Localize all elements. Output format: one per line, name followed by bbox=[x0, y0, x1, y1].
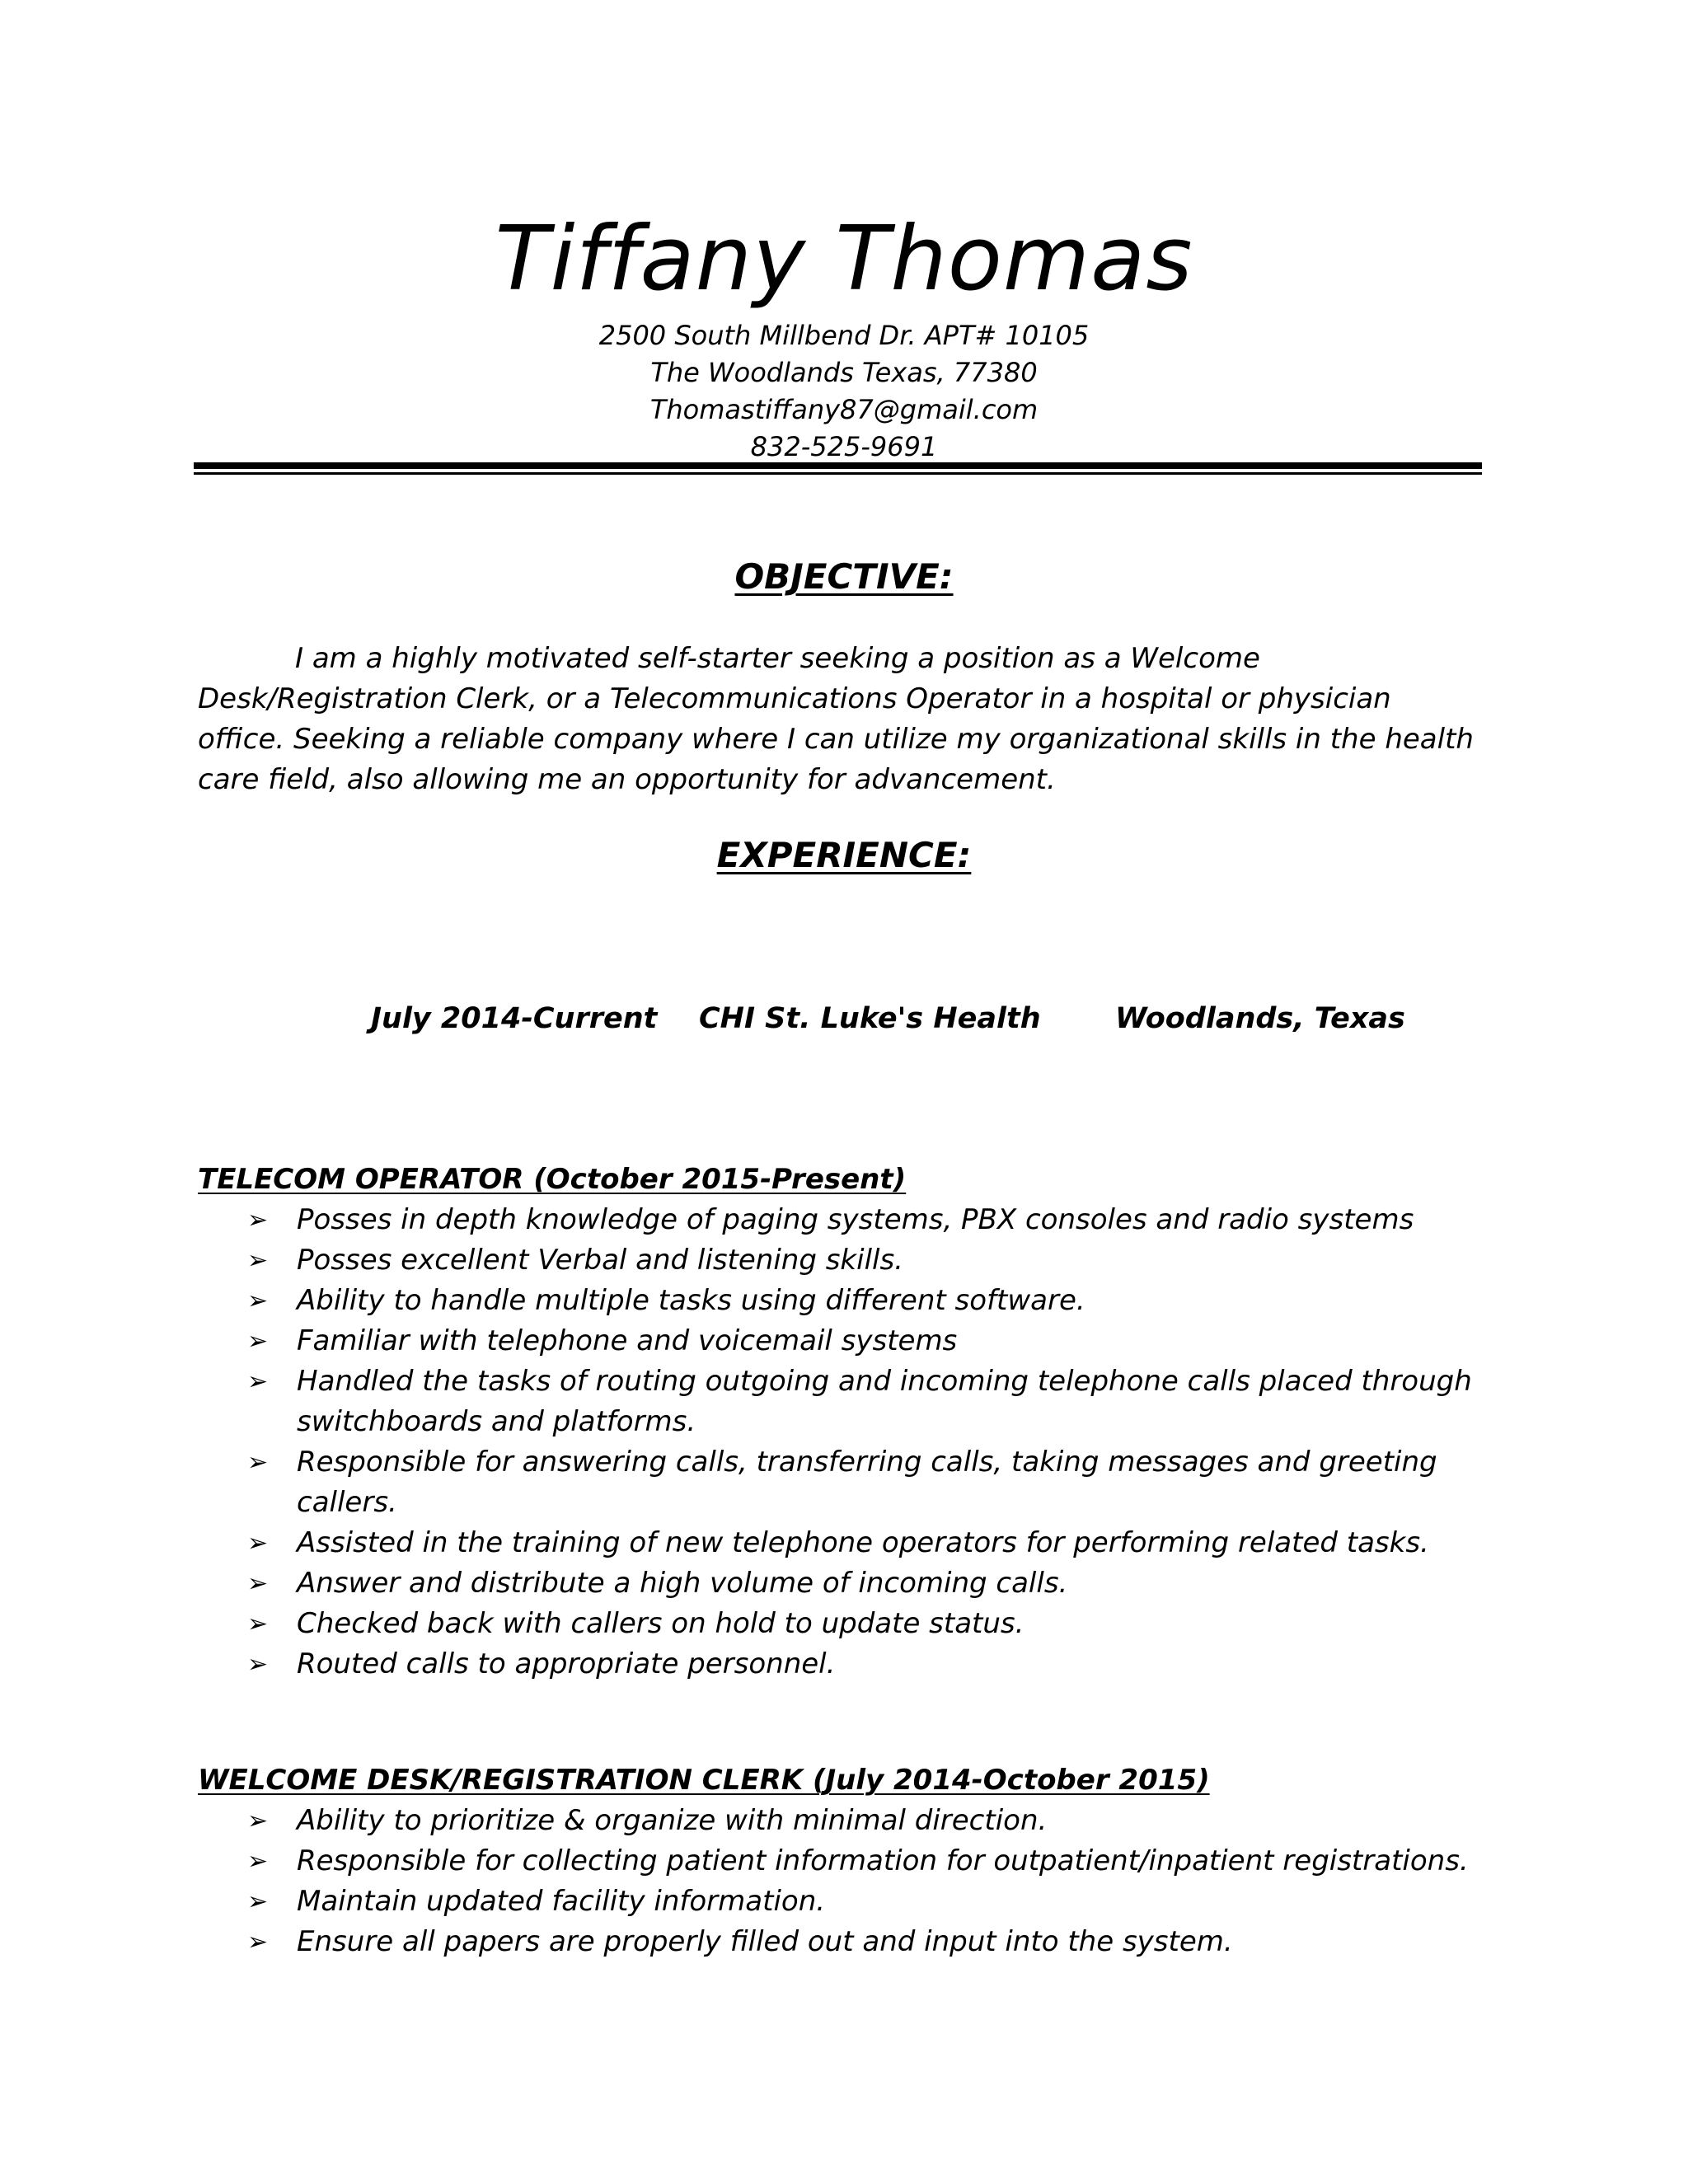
list-item: ➢ Responsible for answering calls, transferring calls, taking messages and greeting callers. bbox=[247, 1442, 1500, 1523]
job-location: Woodlands, Texas bbox=[1115, 1002, 1405, 1035]
list-item: ➢ Ability to prioritize & organize with minimal direction. bbox=[247, 1801, 1500, 1841]
welcome-desk-duties-list bbox=[247, 1801, 1500, 1962]
list-item: ➢ Responsible for collecting patient information for outpatient/inpatient registrations. bbox=[247, 1841, 1500, 1882]
list-item: ➢ Checked back with callers on hold to update status. bbox=[247, 1604, 1500, 1644]
list-item: ➢ Routed calls to appropriate personnel. bbox=[247, 1644, 1500, 1685]
job-dates: July 2014-Current bbox=[371, 1002, 658, 1035]
position-title-telecom: TELECOM OPERATOR (October 2015-Present) bbox=[198, 1163, 907, 1196]
telecom-duties-list bbox=[247, 1200, 1500, 1685]
arrowhead-bullet-icon: ➢ bbox=[247, 1327, 269, 1356]
contact-block bbox=[0, 317, 1688, 466]
list-item: ➢ Posses in depth knowledge of paging systems, PBX consoles and radio systems bbox=[247, 1200, 1500, 1240]
list-item: ➢ Posses excellent Verbal and listening skills. bbox=[247, 1240, 1500, 1281]
arrowhead-bullet-icon: ➢ bbox=[247, 1529, 269, 1558]
arrowhead-bullet-icon: ➢ bbox=[247, 1650, 269, 1679]
arrowhead-bullet-icon: ➢ bbox=[247, 1610, 269, 1638]
applicant-name: Tiffany Thomas bbox=[495, 208, 1193, 311]
list-item: ➢ Maintain updated facility information. bbox=[247, 1882, 1500, 1922]
arrowhead-bullet-icon: ➢ bbox=[247, 1887, 269, 1916]
header-divider-thin bbox=[194, 472, 1482, 475]
objective-paragraph: I am a highly motivated self-starter seeking a position as a Welcome Desk/Registration Clerk, or a Telecommunications Operator in a hospital or physician office. Seeking a reliable company where I can utilize my organizational skills in the health care field, also allowing me an opportunity for advancement. bbox=[198, 642, 1474, 796]
list-item: ➢ Assisted in the training of new telephone operators for performing related tasks. bbox=[247, 1523, 1500, 1563]
position-title-welcome-desk: WELCOME DESK/REGISTRATION CLERK (July 2014-October 2015) bbox=[198, 1764, 1210, 1797]
email-address: Thomastiffany87@gmail.com bbox=[649, 394, 1039, 425]
objective-heading: OBJECTIVE: bbox=[734, 556, 954, 597]
list-item: ➢ Ensure all papers are properly filled out and input into the system. bbox=[247, 1922, 1500, 1962]
list-item: ➢ Handled the tasks of routing outgoing and incoming telephone calls placed through switchboards and platforms. bbox=[247, 1361, 1500, 1442]
list-item: ➢ Answer and distribute a high volume of incoming calls. bbox=[247, 1563, 1500, 1604]
experience-heading: EXPERIENCE: bbox=[716, 835, 972, 875]
arrowhead-bullet-icon: ➢ bbox=[247, 1246, 269, 1275]
arrowhead-bullet-icon: ➢ bbox=[247, 1367, 269, 1396]
address-line-2: The Woodlands Texas, 77380 bbox=[650, 357, 1038, 388]
address-line-1: 2500 South Millbend Dr. APT# 10105 bbox=[598, 320, 1090, 351]
list-item: ➢ Familiar with telephone and voicemail systems bbox=[247, 1321, 1500, 1361]
list-item: ➢ Ability to handle multiple tasks using different software. bbox=[247, 1281, 1500, 1321]
job-employer: CHI St. Luke's Health bbox=[699, 1002, 1041, 1035]
arrowhead-bullet-icon: ➢ bbox=[247, 1928, 269, 1957]
arrowhead-bullet-icon: ➢ bbox=[247, 1569, 269, 1598]
arrowhead-bullet-icon: ➢ bbox=[247, 1807, 269, 1835]
arrowhead-bullet-icon: ➢ bbox=[247, 1286, 269, 1315]
arrowhead-bullet-icon: ➢ bbox=[247, 1206, 269, 1235]
arrowhead-bullet-icon: ➢ bbox=[247, 1847, 269, 1876]
header-divider-thick bbox=[194, 462, 1482, 469]
arrowhead-bullet-icon: ➢ bbox=[247, 1448, 269, 1477]
phone-number: 832-525-9691 bbox=[750, 431, 938, 462]
